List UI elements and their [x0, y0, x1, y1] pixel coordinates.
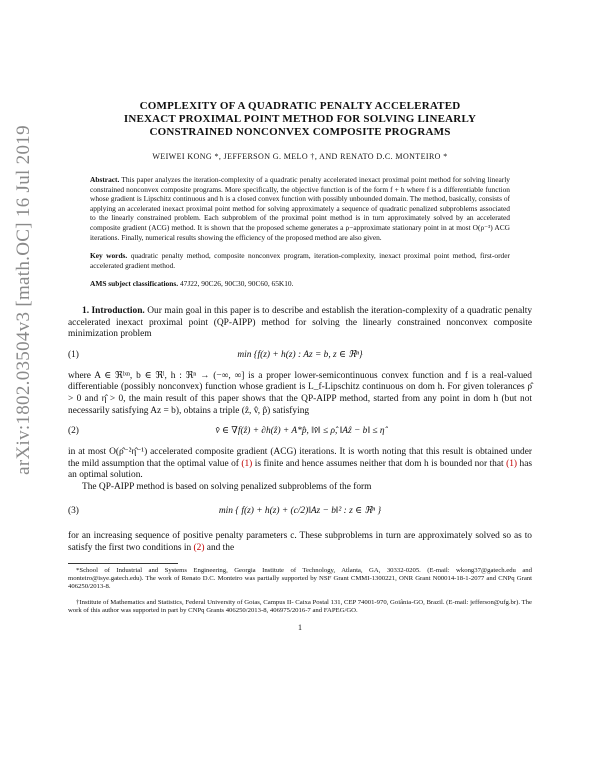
equation-1-number: (1) — [68, 349, 79, 360]
equation-1 — [68, 347, 532, 365]
equation-ref-3[interactable]: (2) — [193, 543, 205, 554]
intro-text-3a: in at most O(ρ̂⁻²η̂⁻¹) accelerated composite gradient (ACG) iterations. It is worth noting that this result is obtained under the mild assumption that the optimal value of — [68, 447, 532, 469]
intro-paragraph-2: where A ∈ ℜˡˣⁿ, b ∈ ℜˡ, h : ℜⁿ → (−∞, ∞] is a proper lower-semicontinuous convex function and f is a real-valued differentiable (possibly nonconvex) function whose gradient is L_f-Lipschitz continuous on dom h. For given tolerances ρ̂ > 0 and η̂ > 0, the main result of this paper shows that the QP-AIPP method, started from any point in dom h (but not necessarily satisfying Az = b), obtains a triple (ẑ, v̂, p̂) satisfying — [68, 370, 532, 416]
ams-text: 47J22, 90C26, 90C30, 90C60, 65K10. — [179, 279, 294, 289]
intro-text-5b: and the — [204, 543, 235, 554]
section-heading: 1. Introduction. — [82, 305, 145, 316]
intro-text-5a: for an increasing sequence of positive penalty parameters c. These subproblems in turn are approximately solved so as to satisfy the first two conditions in — [68, 531, 532, 554]
paper-page — [68, 100, 532, 632]
ams-label: AMS subject classifications. — [90, 279, 179, 289]
intro-text-1: Our main goal in this paper is to describe and establish the iteration-complexity of a quadratic penalty accelerated inexact proximal point (QP-AIPP) method for solving the linearly constrained nonconvex composite minimization problem — [68, 305, 533, 340]
arxiv-sidebar — [6, 40, 42, 560]
abstract-label: Abstract. — [90, 175, 120, 184]
arxiv-identifier: arXiv:1802.03504v3 [math.OC] 16 Jul 2019 — [13, 125, 34, 475]
keywords-label: Key words. — [90, 251, 128, 261]
equation-ref-1[interactable]: (1) — [241, 458, 253, 469]
equation-2-math: v̂ ∈ ∇f(ẑ) + ∂h(ẑ) + A*p̂, ‖v̂‖ ≤ ρ̂, ‖Aẑ − b‖ ≤ η̂ — [215, 426, 385, 437]
abstract-text: This paper analyzes the iteration-complexity of a quadratic penalty accelerated inexact proximal point method for solving linearly constrained nonconvex composite programs. More specifically, the objective function is of the form f + h where f is a differentiable function whose gradient is Lipschitz continuous and h is a closed convex function with possibly unbounded domain. The method, basically, consists of applying an accelerated inexact proximal point method for solving approximately a sequence of quadratic penalized subproblems associated to the linearly constrained problem. Each subproblem of the proximal point method is in turn approximately solved by an accelerated composite gradient (ACG) method. It is shown that the proposed scheme generates a ρ−approximate stationary point in at most O(ρ⁻³) ACG iterations. Finally, numerical results showing the efficiency of the proposed method are also given. — [90, 175, 510, 242]
equation-ref-2[interactable]: (1) — [506, 458, 518, 469]
main-body — [68, 306, 532, 555]
intro-paragraph-5 — [68, 531, 532, 554]
footnote-2: †Institute of Mathematics and Statistics, Federal University of Goias, Campus II- Caixa Postal 131, CEP 74001-970, Goiânia-GO, Brazil. (E-mail: jefferson@ufg.br). The work of this author was supported in part by CNPq Grants 406250/2013-8, 406975/2016-7 and FAPEG/GO. — [68, 598, 532, 614]
authors: WEIWEI KONG *, JEFFERSON G. MELO †, AND RENATO D.C. MONTEIRO * — [152, 152, 448, 161]
keywords — [68, 251, 532, 270]
keywords-text: quadratic penalty method, composite nonconvex program, iteration-complexity, inexact proximal point method, first-order accelerated gradient method. — [90, 251, 510, 270]
title-line-1: COMPLEXITY OF A QUADRATIC PENALTY ACCELERATED — [139, 100, 461, 112]
ams-classifications — [68, 279, 532, 289]
paper-title — [68, 100, 532, 139]
equation-3-math: min { f(z) + h(z) + (c/2)‖Az − b‖² : z ∈ ℜⁿ } — [218, 506, 382, 517]
equation-2 — [68, 423, 532, 441]
intro-text-3b: is finite and hence assumes neither that dom h is bounded nor that — [252, 458, 507, 469]
intro-paragraph-3 — [68, 447, 532, 482]
intro-text-3c: has an optimal solution. — [68, 458, 532, 481]
abstract — [68, 175, 532, 242]
equation-1-math: min {f(z) + h(z) : Az = b, z ∈ ℜⁿ} — [237, 349, 363, 360]
page-number: 1 — [298, 623, 302, 633]
equation-3-number: (3) — [68, 506, 79, 517]
footnote-1: *School of Industrial and Systems Engineering, Georgia Institute of Technology, Atlanta, GA, 30332-0205. (E-mail: wkong37@gatech.edu and monteiro@isye.gatech.edu). The work of Renato D.C. Monteiro was partially supported by NSF Grant CMMI-1300221, ONR Grant N00014-18-1-2077 and CNPq Grant 406250/2013-8. — [68, 566, 532, 591]
intro-paragraph-4: The QP-AIPP method is based on solving penalized subproblems of the form — [82, 481, 372, 492]
equation-3 — [68, 499, 532, 525]
equation-2-number: (2) — [68, 426, 79, 437]
footnote-rule — [68, 563, 178, 564]
title-line-2: INEXACT PROXIMAL POINT METHOD FOR SOLVING LINEARLY — [123, 113, 477, 125]
title-line-3: CONSTRAINED NONCONVEX COMPOSITE PROGRAMS — [149, 126, 451, 138]
intro-paragraph-1 — [68, 306, 532, 341]
